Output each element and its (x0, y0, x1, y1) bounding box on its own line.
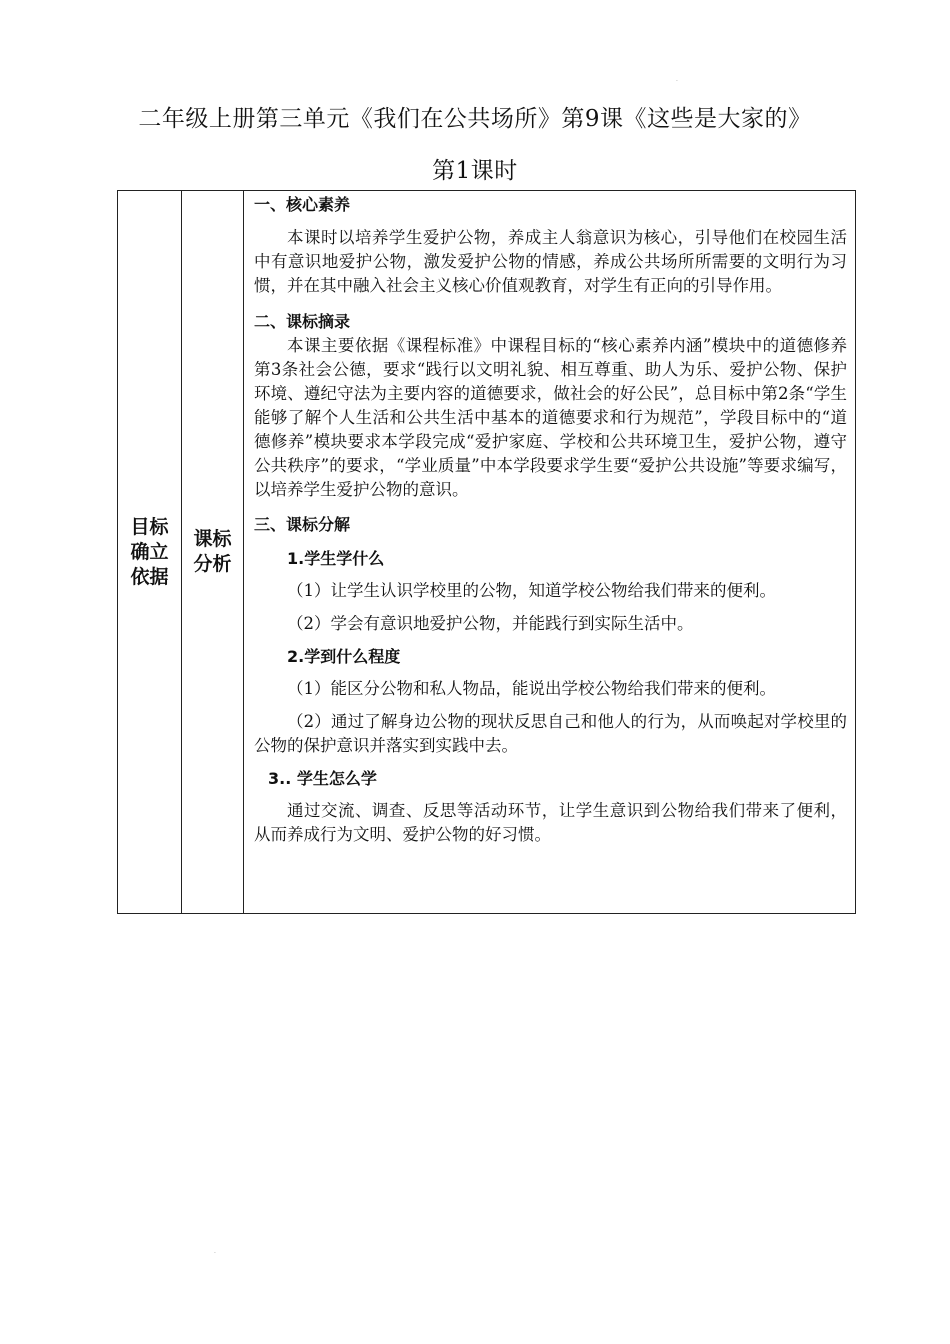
subheading-how: 3.. 学生怎么学 (268, 769, 377, 788)
section-body-core: 本课时以培养学生爱护公物，养成主人翁意识为核心，引导他们在校园生活中有意识地爱护公物，激发爱护公物的情感，养成公共场所所需要的文明行为习惯，并在其中融入社会主义核心价值观教育，对学生有正向的引导作用。 (254, 228, 847, 295)
section-heading-excerpt: 二、课标摘录 (254, 312, 351, 331)
content-cell (244, 191, 855, 913)
item-degree-2: （2）通过了解身边公物的现状反思自己和他人的行为，从而唤起对学校里的公物的保护意识并落实到实践中去。 (254, 712, 847, 755)
body-how: 通过交流、调查、反思等活动环节，让学生意识到公物给我们带来了便利，从而养成行为文明、爱护公物的好习惯。 (254, 801, 847, 844)
category-cell (182, 191, 244, 913)
document-subtitle: 第1课时 (432, 158, 518, 184)
document-title: 二年级上册第三单元《我们在公共场所》第9课《这些是大家的》 (138, 106, 812, 132)
section-heading-breakdown: 三、课标分解 (254, 515, 351, 534)
subheading-degree: 2.学到什么程度 (287, 647, 401, 666)
category-label: 课标分析 (193, 528, 232, 575)
row-header-label: 目标确立依据 (130, 515, 169, 588)
lesson-table (117, 190, 856, 914)
subheading-what: 1.学生学什么 (287, 549, 385, 568)
item-what-1: （1）让学生认识学校里的公物，知道学校公物给我们带来的便利。 (287, 581, 776, 600)
scan-dot: · (214, 1250, 216, 1257)
row-header-cell (118, 191, 182, 913)
item-degree-1: （1）能区分公物和私人物品，能说出学校公物给我们带来的便利。 (287, 679, 776, 698)
item-what-2: （2）学会有意识地爱护公物，并能践行到实际生活中。 (287, 614, 694, 633)
scan-dot: · (676, 78, 678, 85)
section-body-excerpt: 本课主要依据《课程标准》中课程目标的“核心素养内涵”模块中的道德修养第3条社会公德，要求“践行以文明礼貌、相互尊重、助人为乐、爱护公物、保护环境、遵纪守法为主要内容的道德要求，做社会的好公民”，总目标中第2条“学生能够了解个人生活和公共生活中基本的道德要求和行为规范”，学段目标中的“道德修养”模块要求本学段完成“爱护家庭、学校和公共环境卫生，爱护公物，遵守公共秩序”的要求，“学业质量”中本学段要求学生要“爱护公共设施”等要求编写，以培养学生爱护公物的意识。 (254, 336, 847, 499)
section-heading-core: 一、核心素养 (254, 195, 351, 214)
